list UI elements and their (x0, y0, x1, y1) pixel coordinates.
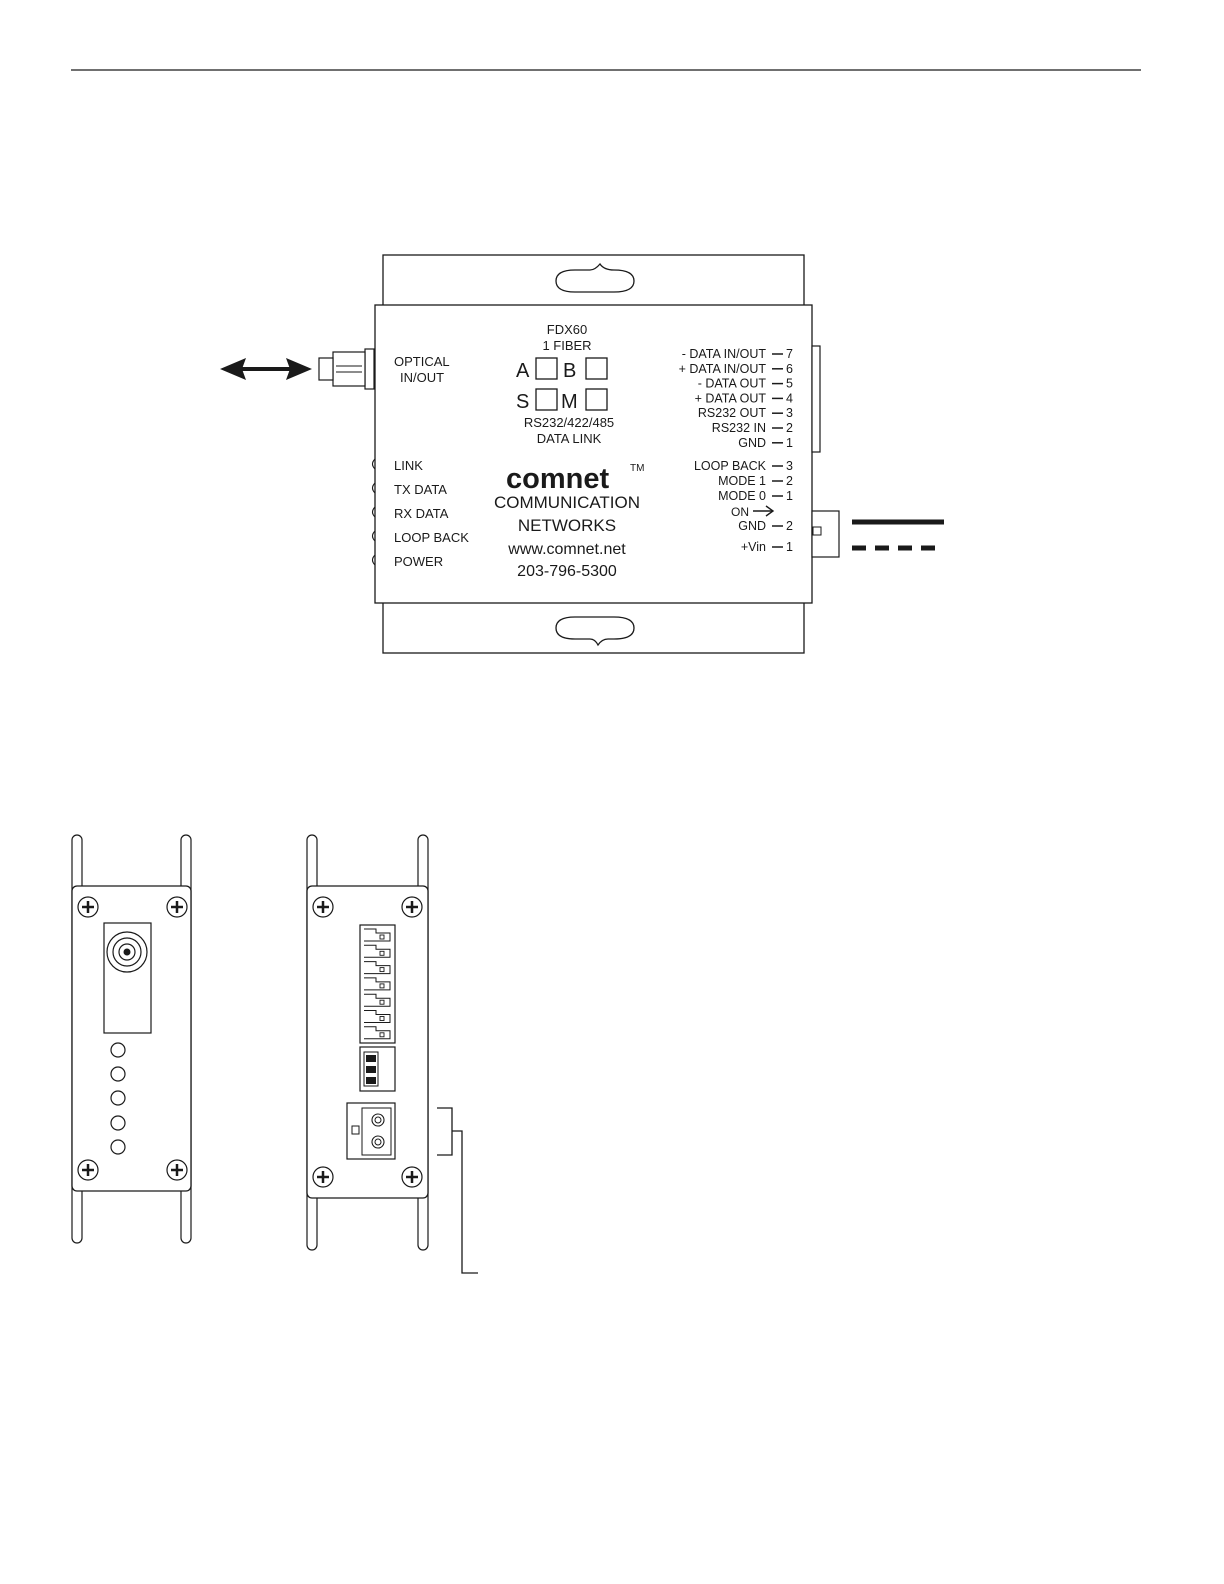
pin-label: GND (738, 435, 766, 450)
brand-phone: 203-796-5300 (517, 563, 617, 580)
optical-connector-body (333, 352, 365, 386)
optical-label-line2: IN/OUT (400, 370, 445, 385)
screw-icon (313, 1167, 333, 1187)
brand-tm: TM (630, 463, 645, 474)
pin-number: 4 (786, 391, 793, 406)
terminal-screw (380, 1033, 384, 1037)
pin-label: RS232 OUT (697, 406, 766, 421)
pin-number: 2 (786, 519, 793, 533)
led-label: LOOP BACK (394, 530, 469, 545)
led-link (111, 1043, 125, 1057)
led-label: RX DATA (394, 506, 449, 521)
pin-number: 1 (786, 435, 793, 450)
brand-logo: comnet (506, 463, 610, 495)
screw-icon (78, 1160, 98, 1180)
optical-connector-flange (365, 349, 374, 389)
led-label: POWER (394, 554, 444, 569)
end-view-terminal (307, 835, 478, 1273)
on-label: ON (731, 505, 749, 519)
pin-number: 2 (786, 421, 793, 435)
led-label: LINK (394, 458, 423, 473)
led-label: TX DATA (394, 482, 447, 497)
top-view-unit (220, 255, 944, 653)
pin-label: + DATA IN/OUT (678, 361, 766, 376)
optical-label-line1: OPTICAL (394, 354, 450, 369)
pin-number: 7 (786, 347, 793, 361)
terminal-screw (380, 951, 384, 955)
fiber-port-core (124, 949, 131, 956)
terminal-screw (380, 984, 384, 988)
led-power (111, 1140, 125, 1154)
pin-label: GND (738, 519, 766, 533)
pin-number: 6 (786, 361, 793, 376)
end-view-optical (72, 835, 191, 1243)
screw-icon (313, 897, 333, 917)
screw-icon (167, 1160, 187, 1180)
model-label: FDX60 (546, 322, 588, 337)
led-loop-back (111, 1116, 125, 1130)
dip-toggle (366, 1055, 376, 1062)
pin-number: 1 (786, 489, 793, 503)
pin-label: MODE 0 (718, 489, 766, 503)
indicator-a-box (536, 358, 557, 379)
brand-line1: COMMUNICATION (493, 493, 641, 512)
callout-leader (452, 1131, 478, 1273)
power-connector-latch (352, 1126, 359, 1134)
pin-label: LOOP BACK (693, 459, 766, 473)
indicator-b-box (586, 358, 607, 379)
pin-label: MODE 1 (718, 474, 766, 488)
screw-icon (402, 1167, 422, 1187)
screw-icon (167, 897, 187, 917)
terminal-screw (380, 968, 384, 972)
led-rx-data (111, 1091, 125, 1105)
power-connector-latch (813, 527, 821, 535)
bidirectional-arrow-icon (220, 358, 312, 380)
indicator-s-box (536, 389, 557, 410)
indicator-m-label: M (561, 391, 578, 413)
pin-number: 1 (786, 540, 793, 554)
pin-number: 2 (786, 474, 793, 488)
screw-icon (78, 897, 98, 917)
indicator-m-box (586, 389, 607, 410)
brand-line2: NETWORKS (517, 516, 617, 535)
pin-number: 3 (786, 459, 793, 473)
data-link-line1: RS232/422/485 (523, 415, 615, 430)
indicator-b-label: B (563, 360, 577, 382)
pin-label: - DATA IN/OUT (681, 347, 766, 361)
fiber-label: 1 FIBER (542, 338, 592, 353)
pin-label: RS232 IN (711, 421, 766, 435)
brand-website: www.comnet.net (508, 541, 626, 558)
dip-toggle (366, 1077, 376, 1084)
optical-connector-tip (319, 358, 333, 380)
pin-label: +Vin (740, 540, 766, 554)
pin-label: - DATA OUT (697, 376, 766, 391)
data-link-line2: DATA LINK (536, 431, 602, 446)
terminal-screw (380, 1000, 384, 1004)
led-tx-data (111, 1067, 125, 1081)
data-terminal-block (812, 346, 820, 452)
dip-toggle (366, 1066, 376, 1073)
terminal-screw (380, 935, 384, 939)
indicator-s-label: S (516, 391, 530, 413)
terminal-screw (380, 1017, 384, 1021)
indicator-a-label: A (516, 360, 530, 382)
pin-number: 5 (786, 376, 793, 391)
screw-icon (402, 897, 422, 917)
pin-label: + DATA OUT (694, 391, 766, 406)
callout-bracket (437, 1108, 452, 1155)
pin-number: 3 (786, 406, 793, 421)
